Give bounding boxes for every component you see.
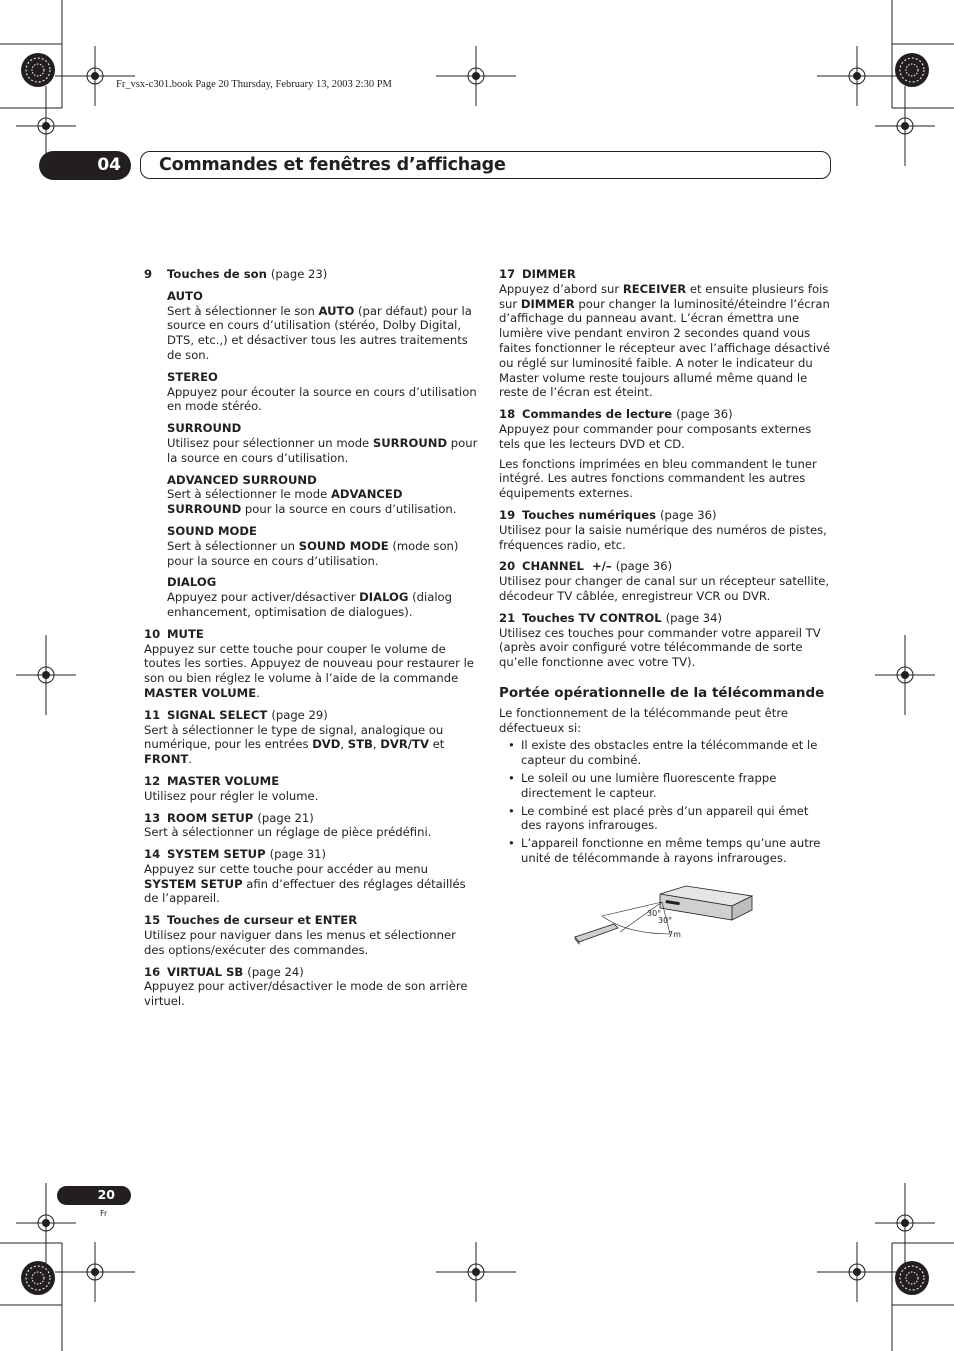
subentry-text: Sert à sélectionner le son AUTO (par défaut) pour la source en cours d’utilisation (stéréo, Dolby Digital, DTS, etc.,) et désactiver tous les autres traitements de son. (167, 303, 472, 362)
entry-title: Touches numériques (522, 507, 656, 522)
entry-text: Utilisez pour naviguer dans les menus et sélectionner des options/exécuter des commandes. (144, 928, 456, 957)
entry-text: Utilisez pour la saisie numérique des numéros de pistes, fréquences radio, etc. (499, 522, 827, 552)
entry-title: CHANNEL +/– (522, 559, 612, 574)
entry-title: Touches de son (167, 267, 267, 281)
entry-text: Sert à sélectionner un réglage de pièce prédéfini. (144, 825, 432, 840)
bullet-list (499, 738, 831, 865)
subentry-title: SURROUND (167, 421, 242, 436)
entry-number: 10 (144, 626, 161, 641)
entry-title: Commandes de lecture (522, 407, 673, 422)
page-reference: (page 24) (247, 964, 304, 979)
print-header: Fr_vsx-c301.book Page 20 Thursday, February 13, 2003 2:30 PM (116, 79, 392, 90)
subentry-title: AUTO (167, 288, 203, 303)
entry-text: Utilisez pour changer de canal sur un récepteur satellite, décodeur TV câblée, enregistreur VCR ou DVR. (499, 574, 830, 603)
entry-13 (144, 811, 479, 841)
left-column (144, 267, 479, 1016)
entry-title: Touches TV CONTROL (522, 610, 662, 625)
list-item: • Le combiné est placé près d’un appareil qui émet des rayons infrarouges. (499, 804, 831, 834)
page-reference: (page 36) (660, 507, 717, 522)
entry-number: 13 (144, 810, 161, 825)
entry-text: Appuyez sur cette touche pour couper le volume de toutes les sorties. Appuyez de nouveau pour restaurer le son ou bien réglez le volume à l’aide de la commande MASTER VOLUME. (144, 641, 474, 700)
section-title: Portée opérationnelle de la télécommande (499, 684, 825, 701)
angle-label-1: 30° (647, 909, 662, 918)
page-language: Fr (100, 1209, 108, 1218)
entry-number: 19 (499, 507, 516, 522)
entry-number: 17 (499, 267, 516, 281)
entry-title: Touches de curseur et ENTER (167, 913, 358, 928)
subentry-title: SOUND MODE (167, 523, 257, 538)
distance-label: 7m (668, 930, 681, 939)
entry-19 (499, 508, 831, 552)
entry-title: DIMMER (522, 267, 576, 281)
entry-21 (499, 611, 831, 670)
page-reference: (page 31) (269, 847, 327, 862)
page-reference: (page 23) (270, 267, 328, 281)
entry-10 (144, 627, 479, 701)
subentry-text: Utilisez pour sélectionner un mode SURROUND pour la source en cours d’utilisation. (167, 435, 478, 465)
list-item: • Il existe des obstacles entre la télécommande et le capteur du combiné. (499, 738, 831, 768)
list-item: • Le soleil ou une lumière fluorescente frappe directement le capteur. (499, 771, 831, 801)
entry-title: ROOM SETUP (167, 810, 254, 825)
entry-15 (144, 913, 479, 957)
entry-title: SYSTEM SETUP (167, 847, 266, 862)
entry-number: 12 (144, 773, 161, 788)
subentry-text: Sert à sélectionner un SOUND MODE (mode son) pour la source en cours d’utilisation. (167, 538, 459, 568)
entry-text-2: Les fonctions imprimées en bleu commandent le tuner intégré. Les autres fonctions commandent les autres équipements externes. (499, 456, 817, 501)
page-reference: (page 36) (676, 407, 733, 422)
entry-text: Utilisez ces touches pour commander votre appareil TV (après avoir configuré votre télécommande de sorte qu’elle fonctionne avec votre TV). (499, 625, 821, 670)
entry-text: Appuyez sur cette touche pour accéder au menu SYSTEM SETUP afin d’effectuer des réglages détaillés de l’appareil. (144, 861, 466, 906)
right-column (499, 267, 831, 869)
entry-number: 15 (144, 913, 161, 928)
entry-number: 21 (499, 610, 516, 625)
entry-14 (144, 847, 479, 906)
entry-20 (499, 559, 831, 603)
entry-number: 14 (144, 847, 161, 862)
subentry-advanced-surround (167, 473, 479, 517)
entry-9 (144, 267, 479, 282)
subentry-surround (167, 421, 479, 465)
entry-number: 18 (499, 407, 516, 422)
chapter-title: Commandes et fenêtres d’affichage (159, 154, 506, 175)
remote-control-illustration (575, 924, 618, 944)
page-reference: (page 34) (665, 610, 723, 625)
entry-11 (144, 708, 479, 767)
subentry-text: Appuyez pour écouter la source en cours d’utilisation en mode stéréo. (167, 384, 477, 414)
entry-title: MUTE (167, 626, 204, 641)
entry-title: MASTER VOLUME (167, 773, 280, 788)
entry-number: 20 (499, 559, 516, 574)
receiver-illustration (660, 886, 752, 920)
subentry-title: DIALOG (167, 575, 217, 590)
entry-text: Sert à sélectionner le type de signal, analogique ou numérique, pour les entrées DVD, STB, DVR/TV et FRONT. (144, 722, 445, 767)
subentry-title: ADVANCED SURROUND (167, 472, 317, 487)
page-reference: (page 36) (615, 559, 673, 574)
subentry-sound-mode (167, 524, 479, 568)
page-number: 20 (97, 1187, 115, 1203)
entry-number: 16 (144, 964, 161, 979)
entry-title: SIGNAL SELECT (167, 707, 268, 722)
page-reference: (page 21) (257, 810, 314, 825)
entry-text: Utilisez pour régler le volume. (144, 788, 319, 803)
entry-16 (144, 965, 479, 1009)
entry-17 (499, 267, 831, 400)
entry-text: Appuyez pour commander pour composants externes tels que les lecteurs DVD et CD. (499, 421, 812, 451)
subentry-title: STEREO (167, 369, 218, 384)
angle-label-2: 30° (658, 916, 673, 925)
page-reference: (page 29) (271, 707, 328, 722)
subentry-text: Sert à sélectionner le mode ADVANCED SURROUND pour la source en cours d’utilisation. (167, 487, 457, 517)
page-number-badge (57, 1186, 131, 1205)
chapter-title-bar (140, 151, 831, 179)
entry-18 (499, 407, 831, 501)
entry-12 (144, 774, 479, 804)
entry-text: Appuyez d’abord sur RECEIVER et ensuite plusieurs fois sur DIMMER pour changer la luminosité/éteindre l’écran d’affichage du panneau avant. L’écran émettra une lumière vive pendant environ 2 secondes quand vous faites fonctionner le récepteur avec l’affichage désactivé ou réglé sur luminosité faible. A noter le indicateur du Master volume reste toujours allumé même quand le reste de l’écran est éteint. (499, 281, 831, 400)
entry-text: Appuyez pour activer/désactiver le mode de son arrière virtuel. (144, 979, 468, 1009)
subentry-auto (167, 289, 479, 363)
entry-title: VIRTUAL SB (167, 964, 244, 979)
chapter-number: 04 (97, 155, 121, 176)
entry-number: 9 (144, 267, 153, 281)
entry-number: 11 (144, 707, 161, 722)
remote-range-diagram (572, 882, 757, 947)
chapter-number-badge (39, 151, 131, 180)
subentry-dialog (167, 575, 479, 619)
section-intro: Le fonctionnement de la télécommande peut être défectueux si: (499, 705, 788, 735)
list-item: • L’appareil fonctionne en même temps qu’une autre unité de télécommande à rayons infrarouges. (499, 836, 831, 866)
subentry-text: Appuyez pour activer/désactiver DIALOG (dialog enhancement, optimisation de dialogues). (167, 590, 452, 619)
subentry-stereo (167, 370, 479, 414)
